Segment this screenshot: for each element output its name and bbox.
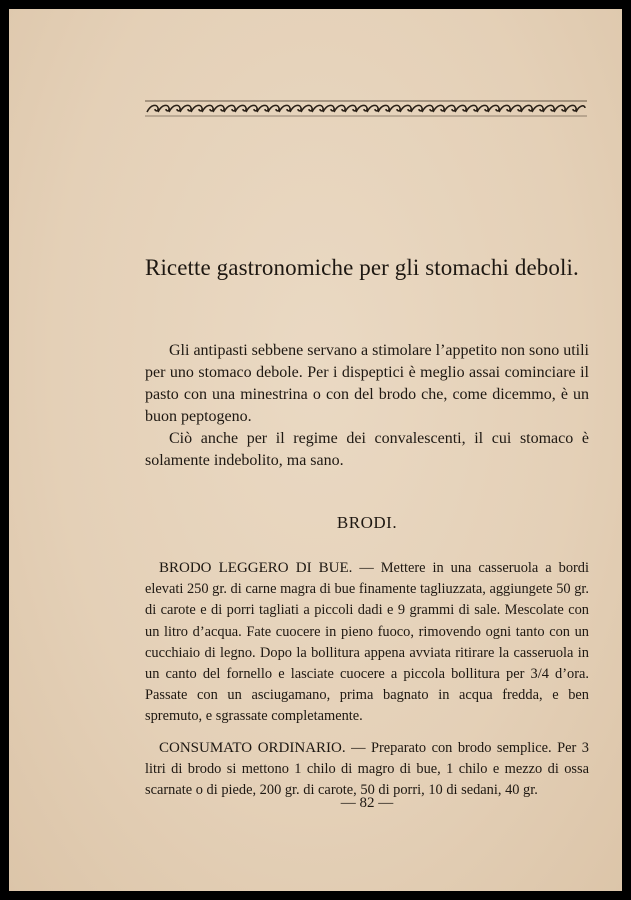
intro-paragraph: Ciò anche per il regime dei convalescenti, il cui stomaco è solamente indebolito, ma sano.: [145, 430, 589, 469]
page-number: — 82 —: [340, 795, 394, 811]
book-page: [9, 9, 622, 891]
recipe-list: [145, 558, 589, 811]
page-title: Ricette gastronomiche per gli stomachi deboli.: [145, 255, 579, 280]
wave-ornament-band: [145, 98, 587, 118]
recipe-text: — Mettere in una casseruola a bordi elevati 250 gr. di carne magra di bue finamente tagliuzzata, aggiungete 50 gr. di carote e di porri tagliati a piccoli dadi e 9 grammi di sale. Mescolate con un litro d’acqua. Fate cuocere in pieno fuoco, rimovendo ogni tanto con un cucchiaio di legno. Dopo la bollitura appena avviata ritirare la casseruola in un canto del fornello e lasciate cuocere a piccola bollitura per 3/4 d’ora. Passate con un asciugamano, prima bagnato in acqua fredda, e ben spremuto, e sgrassate completamente.: [145, 560, 589, 725]
recipe-entry: [145, 738, 589, 802]
section-heading: BRODI.: [336, 513, 398, 532]
recipe-text: — Preparato con brodo semplice. Per 3 litri di brodo si mettono 1 chilo di magro di bue, 1 chilo e mezzo di ossa scarnate o di piede, 200 gr. di carote, 50 di porri, 10 di sedani, 40 gr.: [145, 739, 589, 799]
intro-text: [145, 340, 589, 472]
recipe-name: CONSUMATO ORDINARIO.: [159, 739, 346, 756]
recipe-name: BRODO LEGGERO DI BUE.: [159, 560, 353, 576]
recipe-entry: [145, 558, 589, 728]
intro-paragraph: Gli antipasti sebbene servano a stimolare l’appetito non sono utili per uno stomaco debole. Per i dispeptici è meglio assai cominciare il pasto con una minestrina o con del brodo che, come dicemmo, è un buon peptogeno.: [145, 342, 589, 425]
